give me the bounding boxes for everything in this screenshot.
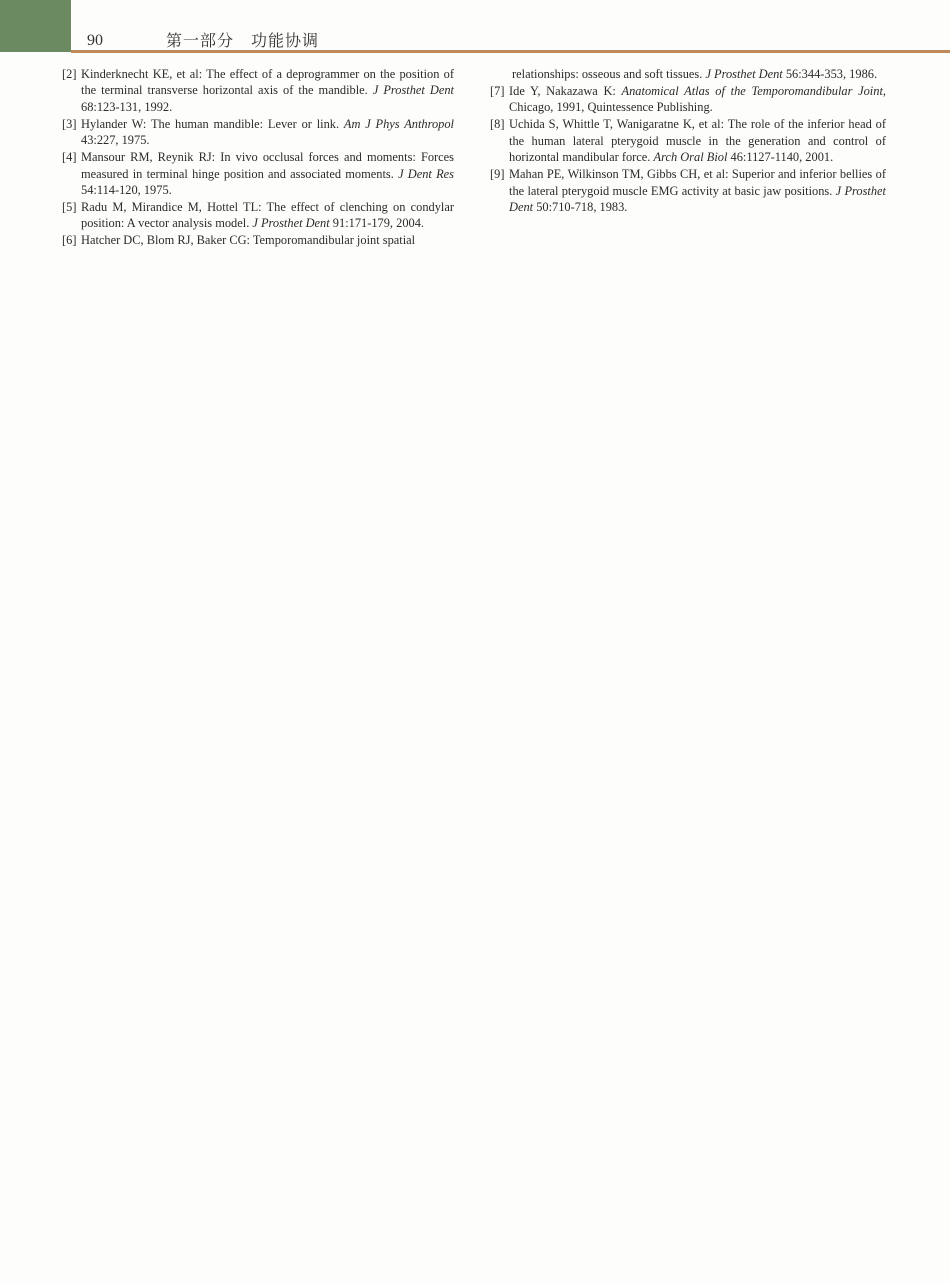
journal-name: Am J Phys Anthropol [343, 116, 454, 131]
header-rule [71, 50, 950, 53]
reference-text: Mahan PE, Wilkinson TM, Gibbs CH, et al: Superior and inferior bellies of the lateral pterygoid muscle EMG activity at basic jaw positions. J Prosthet Dent 50:710-718, 1983. [509, 167, 886, 215]
book-title: Anatomical Atlas of the Temporomandibular Joint [621, 84, 883, 98]
page-number: 90 [87, 32, 103, 49]
reference-7 [490, 83, 886, 116]
reference-number: [7] [490, 84, 505, 98]
reference-number: [2] [62, 67, 77, 81]
reference-6-continuation [490, 66, 886, 82]
reference-text: Mansour RM, Reynik RJ: In vivo occlusal forces and moments: Forces measured in terminal hinge position and associated moments. J Dent Res 54:114-120, 1975. [81, 150, 455, 198]
reference-text: Hatcher DC, Blom RJ, Baker CG: Temporomandibular joint spatial [81, 233, 416, 248]
journal-name: J Prosthet Dent [252, 216, 330, 231]
reference-text: Kinderknecht KE, et al: The effect of a deprogrammer on the position of the terminal transverse horizontal axis of the mandible. J Prosthet Dent 68:123-131, 1992. [81, 67, 454, 114]
header-color-tab [0, 0, 71, 52]
reference-number: [8] [490, 117, 505, 132]
reference-3 [62, 116, 454, 149]
reference-text: Radu M, Mirandice M, Hottel TL: The effect of clenching on condylar position: A vector analysis model. J Prosthet Dent 91:171-179, 2004. [81, 200, 454, 231]
journal-name: J Prosthet Dent [705, 67, 783, 81]
section-title: 第一部分 功能协调 [166, 31, 320, 50]
reference-4 [62, 149, 454, 198]
reference-number: [5] [62, 200, 77, 215]
reference-number: [6] [62, 233, 77, 248]
reference-9 [490, 166, 886, 215]
reference-text: Hylander W: The human mandible: Lever or link. Am J Phys Anthropol 43:227, 1975. [81, 116, 454, 148]
journal-name: J Prosthet Dent [372, 83, 454, 98]
reference-6 [62, 232, 454, 248]
journal-name: J Dent Res [398, 166, 455, 181]
journal-name: Arch Oral Biol [653, 150, 728, 165]
reference-5 [62, 199, 454, 232]
reference-number: [4] [62, 150, 77, 165]
reference-text: relationships: osseous and soft tissues. J Prosthet Dent 56:344-353, 1986. [512, 67, 878, 81]
reference-number: [3] [62, 116, 77, 131]
journal-name: J Prosthet Dent [509, 183, 886, 215]
references-right-column [490, 66, 886, 216]
reference-text: Ide Y, Nakazawa K: Anatomical Atlas of the Temporomandibular Joint, Chicago, 1991, Quintessence Publishing. [509, 84, 886, 115]
reference-text: Uchida S, Whittle T, Wanigaratne K, et al: The role of the inferior head of the human lateral pterygoid muscle in the generation and control of horizontal mandibular force. Arch Oral Biol 46:1127-1140, 2001. [509, 117, 886, 165]
references-left-column [62, 66, 454, 249]
reference-2 [62, 66, 454, 115]
reference-number: [9] [490, 167, 505, 182]
reference-8 [490, 116, 886, 165]
